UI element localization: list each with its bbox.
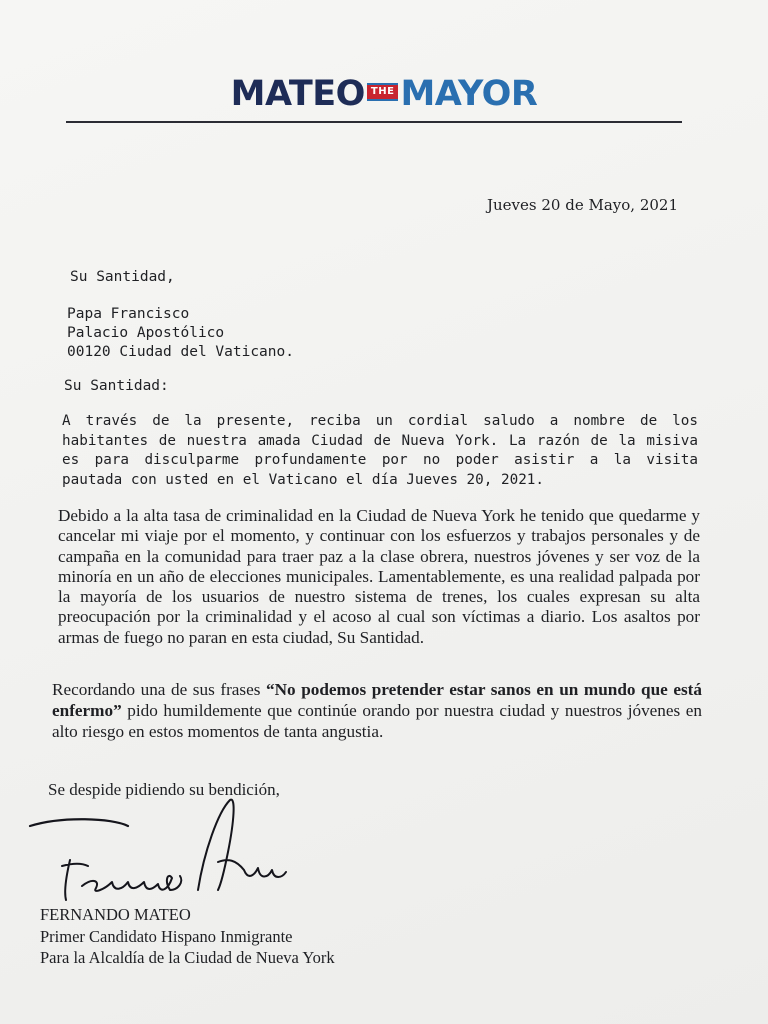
papal-quote: “No podemos pretender estar sanos en un mundo que está enfermo” [52,680,703,720]
logo-mateo: MATEO [230,74,365,114]
salutation: Su Santidad: [64,378,169,394]
salutation-top: Su Santidad, [70,269,175,285]
signer-title: Para la Alcaldía de la Ciudad de Nueva York [40,948,335,967]
recipient-line: 00120 Ciudad del Vaticano. [67,344,294,360]
letterhead-logo [0,72,768,116]
recipient-line: Papa Francisco [67,306,190,322]
recipient-address [67,305,294,362]
closing-line: Se despide pidiendo su bendición, [48,780,280,799]
paragraph-reason: Debido a la alta tasa de criminalidad en la Ciudad de Nueva York he tenido que quedarme y cancelar mi viaje por el momento, y continuar con los esfuerzos y trabajos personales y de campaña en la comunidad para traer paz a la clase obrera, nuestros jóvenes y ser voz de la minoría en un año de elecciones municipales. Lamentablemente, es una realidad palpada por la mayoría de los usuarios de nuestro sistema de trenes, los cuales expresan su alta preocupación por la criminalidad y el acoso al cual son víctimas a diario. Los asaltos por armas de fuego no paran en esta ciudad, Su Santidad. [58,506,700,647]
recipient-line: Palacio Apostólico [67,325,225,341]
logo-mayor: MAYOR [400,74,538,114]
signer-title: Primer Candidato Hispano Inmigrante [40,926,293,946]
paragraph-greeting: A través de la presente, reciba un cordial saludo a nombre de los habitantes de nuestra amada Ciudad de Nueva York. La razón de la misiva es para disculparme profundamente por no poder asistir a la visita pautada con usted en el Vaticano el día Jueves 20, 2021. [62,413,698,488]
signer-name: FERNANDO MATEO [40,905,191,924]
handwritten-signature [22,782,322,912]
paragraph-quote [52,679,702,742]
paragraph-quote-lead: Recordando una de sus frases [52,680,267,699]
letter-date: Jueves 20 de Mayo, 2021 [487,196,678,214]
letterhead-rule [66,121,682,123]
paragraph-quote-rest: pido humildemente que continúe orando por nuestra ciudad y nuestros jóvenes en alto riesgo en estos momentos de tanta angustia. [52,701,702,741]
logo-the: THE [367,83,399,101]
signer-block [40,904,335,969]
